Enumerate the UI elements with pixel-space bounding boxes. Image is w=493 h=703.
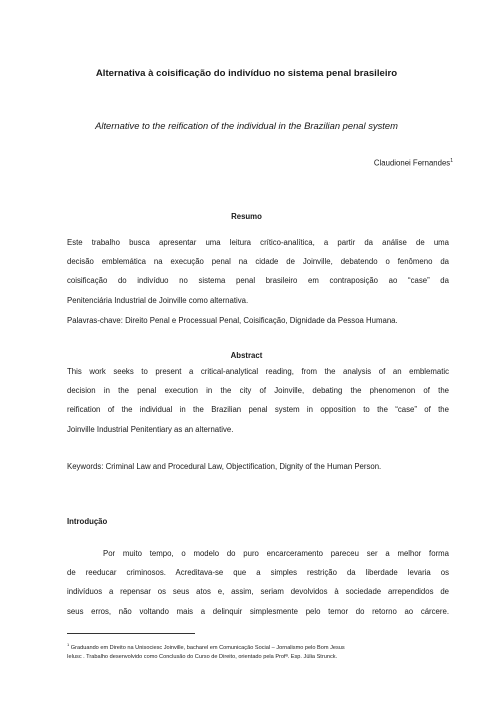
paper-subtitle: Alternative to the reification of the individual in the Brazilian penal system bbox=[95, 120, 398, 131]
footnote-separator bbox=[67, 633, 195, 634]
resumo-keywords: Palavras-chave: Direito Penal e Processual Penal, Coisificação, Dignidade da Pessoa Humana. bbox=[67, 316, 398, 325]
abstract-line: reification of the individual in the Brazilian penal system in opposition to the “case” of the bbox=[67, 405, 449, 415]
resumo-line: coisificação do indivíduo no sistema penal brasileiro em contraposição ao “case” da bbox=[67, 276, 449, 286]
introducao-paragraph bbox=[67, 544, 449, 621]
resumo-line: Penitenciária Industrial de Joinville como alternativa. bbox=[67, 295, 249, 305]
abstract-heading: Abstract bbox=[230, 351, 263, 360]
resumo-line: decisão emblemática na execução penal na cidade de Joinville, debatendo o fenômeno da bbox=[67, 257, 449, 267]
footnote-text-2: Ielusc . Trabalho desenvolvido como Conclusão do Curso de Direito, orientado pela Profª. Esp. Júlia Strunck. bbox=[67, 654, 338, 661]
resumo-line: Este trabalho busca apresentar uma leitura crítico-analítica, a partir da análise de uma bbox=[67, 238, 449, 247]
footnote-text-1: Graduando em Direito na Unisociesc Joinville, bacharel em Comunicação Social – Jornalismo pelo Bom Jesus bbox=[70, 644, 345, 651]
resumo-paragraph bbox=[67, 233, 449, 310]
footnote bbox=[67, 640, 457, 663]
footnote-line-1 bbox=[67, 640, 457, 653]
resumo-heading: Resumo bbox=[231, 212, 262, 221]
introducao-line: de reeducar criminosos. Acreditava-se que a simples restrição da liberdade levaria os bbox=[67, 568, 449, 578]
author-name bbox=[374, 158, 453, 168]
paper-title: Alternativa à coisificação do indivíduo no sistema penal brasileiro bbox=[95, 68, 398, 79]
introducao-line: Por muito tempo, o modelo do puro encarceramento pareceu ser a melhor forma bbox=[103, 549, 449, 558]
footnote-mark: 1 bbox=[67, 642, 70, 647]
introducao-line: seus erros, não voltando mais a delinquir simplesmente pelo temor do retorno ao cárcere. bbox=[67, 606, 449, 616]
abstract-line: decision in the penal execution in the city of Joinville, debating the phenomenon of the bbox=[67, 386, 449, 396]
introducao-line: indivíduos a repensar os seus atos e, assim, seriam devolvidos à sociedade arrependidos de bbox=[67, 587, 449, 597]
abstract-keywords: Keywords: Criminal Law and Procedural Law, Objectification, Dignity of the Human Person. bbox=[67, 462, 382, 471]
abstract-line: Joinville Industrial Penitentiary as an alternative. bbox=[67, 424, 234, 434]
abstract-line: This work seeks to present a critical-analytical reading, from the analysis of an emblematic bbox=[67, 367, 449, 376]
introducao-heading: Introdução bbox=[67, 517, 108, 526]
abstract-paragraph bbox=[67, 362, 449, 439]
author-footnote-mark: 1 bbox=[450, 158, 453, 164]
author-text: Claudionei Fernandes bbox=[373, 158, 451, 168]
